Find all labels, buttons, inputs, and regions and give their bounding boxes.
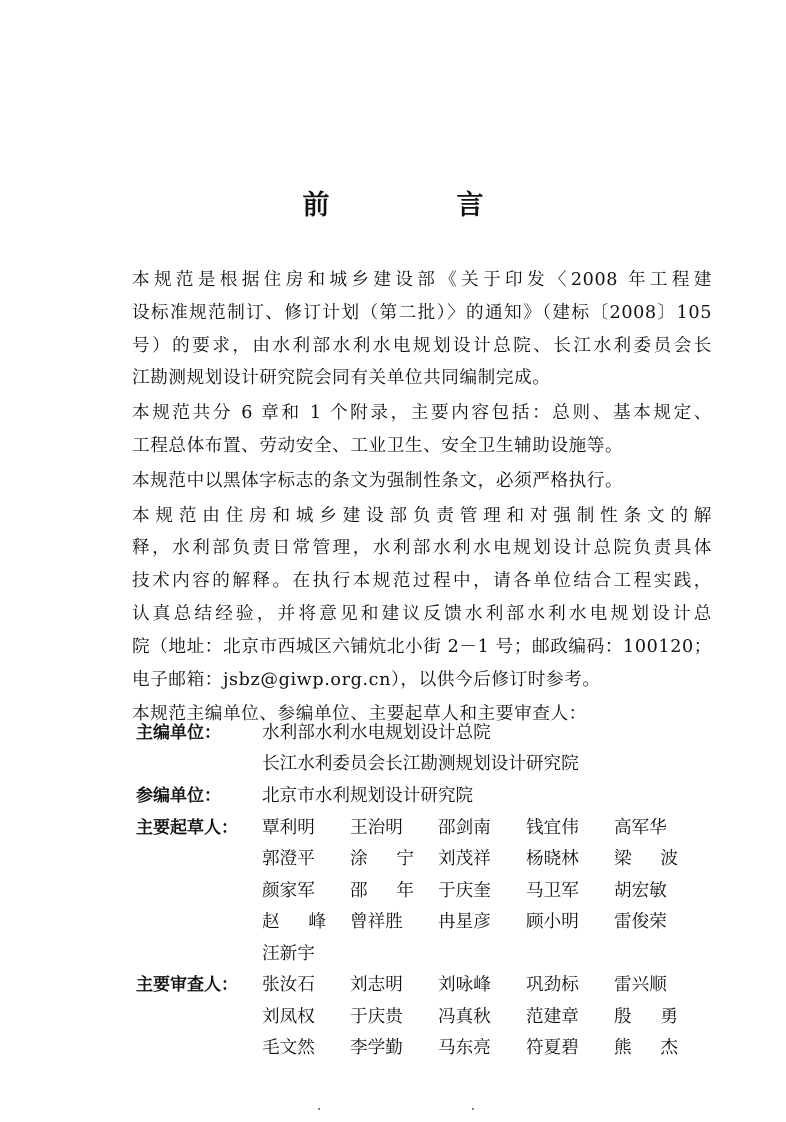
chief-unit: 长江水利委员会长江勘测规划设计研究院 <box>262 753 579 774</box>
person-name: 巩劲标 <box>526 975 579 995</box>
person-name: 郭澄平 <box>262 849 315 869</box>
person-name: 刘志明 <box>350 975 403 995</box>
person-name: 赵 峰 <box>262 912 326 932</box>
person-name: 胡宏敏 <box>614 880 667 901</box>
person-name: 汪新宇 <box>262 943 315 964</box>
person-name: 熊 杰 <box>614 1038 678 1058</box>
person-name: 曾祥胜 <box>350 912 403 932</box>
reviewers-row <box>136 970 716 1065</box>
paragraph-line: 设标准规范制订、修订计划（第二批）〉的通知》（建标〔2008〕105 <box>132 302 712 323</box>
person-name: 邵 年 <box>350 880 414 901</box>
person-name: 王治明 <box>350 817 403 838</box>
person-name: 刘凤权 <box>262 1006 315 1027</box>
person-name: 冉星彦 <box>438 912 491 932</box>
person-name: 颜家军 <box>262 880 315 901</box>
chief-unit: 水利部水利水电规划设计总院 <box>262 723 491 743</box>
units-and-people <box>136 718 716 1065</box>
drafters-row <box>136 813 716 971</box>
person-name: 顾小明 <box>526 912 579 932</box>
person-name: 马东亮 <box>438 1038 491 1058</box>
chief-units-label: 主编单位： <box>136 723 221 743</box>
person-name: 雷兴顺 <box>614 975 667 995</box>
person-name: 马卫军 <box>526 880 579 901</box>
paragraph-line: 本规范主编单位、参编单位、主要起草人和主要审查人： <box>132 704 587 725</box>
paragraph-line: 技术内容的解释。在执行本规范过程中，请各单位结合工程实践， <box>132 571 712 592</box>
person-name: 符夏碧 <box>526 1038 579 1058</box>
person-name: 雷俊荣 <box>614 912 667 932</box>
chief-units-row <box>136 718 716 750</box>
drafters-label: 主要起草人： <box>136 817 238 838</box>
paragraph-line: 本规范共分 6 章和 1 个附录，主要内容包括：总则、基本规定、 <box>132 403 712 424</box>
person-name: 钱宜伟 <box>526 817 579 838</box>
scan-speck <box>318 1108 320 1110</box>
person-name: 李学勤 <box>350 1038 403 1058</box>
reviewers-list <box>262 970 678 1065</box>
person-name: 冯真秋 <box>438 1006 491 1027</box>
person-name: 梁 波 <box>614 849 678 869</box>
person-name: 杨晓林 <box>526 849 579 869</box>
paragraph-line: 释，水利部负责日常管理，水利部水利水电规划设计总院负责具体 <box>132 538 712 559</box>
person-name: 刘咏峰 <box>438 975 491 995</box>
person-name: 高军华 <box>614 817 667 838</box>
participating-unit: 北京市水利规划设计研究院 <box>262 786 474 806</box>
person-name: 涂 宁 <box>350 849 414 869</box>
person-name: 毛文然 <box>262 1038 315 1058</box>
paragraph-2 <box>94 397 712 463</box>
person-name: 殷 勇 <box>614 1006 678 1027</box>
person-name: 覃利明 <box>262 817 315 838</box>
paragraph-line: 认真总结经验，并将意见和建议反馈水利部水利水电规划设计总 <box>132 603 712 624</box>
person-name: 范建章 <box>526 1006 579 1027</box>
person-name: 张汝石 <box>262 975 315 995</box>
reviewers-label: 主要审查人： <box>136 975 238 995</box>
paragraph-1 <box>94 264 712 395</box>
paragraph-4 <box>94 500 712 697</box>
person-name: 刘茂祥 <box>438 849 491 869</box>
paragraph-line: 工程总体布置、劳动安全、工业卫生、安全卫生辅助设施等。 <box>132 435 624 456</box>
chief-units-row <box>136 750 716 782</box>
paragraph-line: 本规范是根据住房和城乡建设部《关于印发〈2008 年工程建 <box>132 270 712 290</box>
page-title: 前 言 <box>302 190 534 221</box>
preface-body <box>94 264 712 731</box>
paragraph-line: 江勘测规划设计研究院会同有关单位共同编制完成。 <box>132 368 551 389</box>
paragraph-line: 本规范中以黑体字标志的条文为强制性条文，必须严格执行。 <box>132 470 624 491</box>
paragraph-line: 号）的要求，由水利部水利水电规划设计总院、长江水利委员会长 <box>132 335 712 356</box>
person-name: 于庆贵 <box>350 1006 403 1027</box>
paragraph-line: 本规范由住房和城乡建设部负责管理和对强制性条文的解 <box>132 505 712 526</box>
paragraph-line: 院（地址：北京市西城区六铺炕北小街 2－1 号；邮政编码：100120； <box>132 636 712 657</box>
participating-units-label: 参编单位： <box>136 786 221 806</box>
participating-units-row <box>136 781 716 813</box>
paragraph-3 <box>94 465 712 498</box>
drafters-list <box>262 813 678 971</box>
paragraph-line: 电子邮箱：jsbz@giwp.org.cn），以供今后修订时参考。 <box>132 669 601 690</box>
person-name: 邵剑南 <box>438 817 491 838</box>
scan-speck <box>472 1108 474 1110</box>
person-name: 于庆奎 <box>438 880 491 901</box>
